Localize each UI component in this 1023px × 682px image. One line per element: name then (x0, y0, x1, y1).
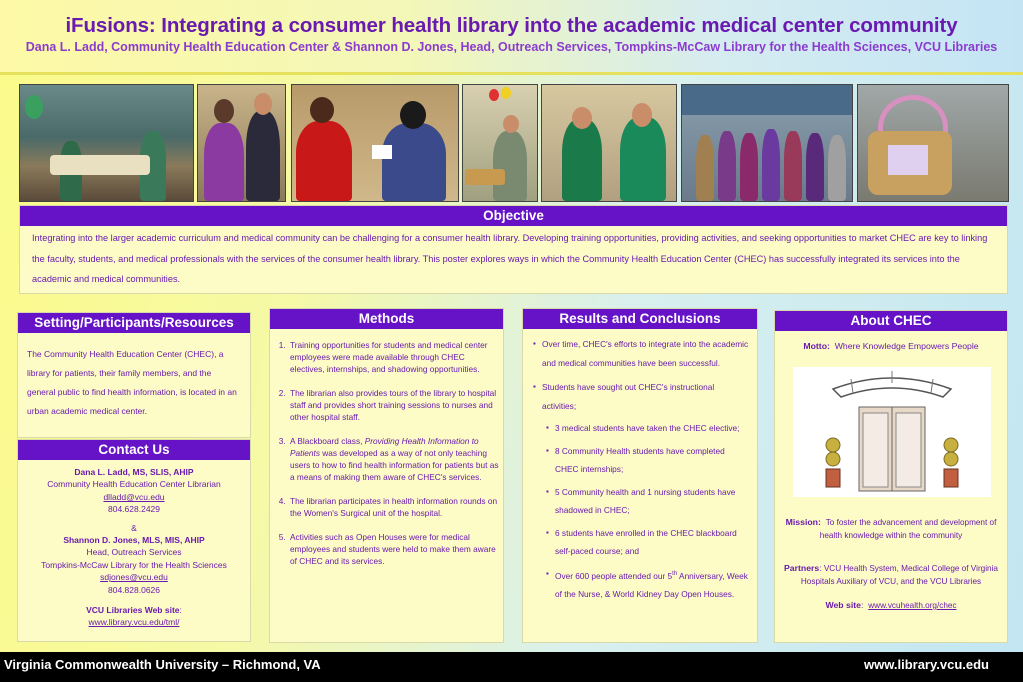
results-subbullet: ▪ 5 Community health and 1 nursing students have shadowed in CHEC; (533, 483, 749, 520)
contact-panel (17, 439, 251, 642)
website-label: Web site (825, 600, 862, 610)
results-subbullet (533, 565, 749, 604)
partners-label: Partners (784, 563, 820, 573)
motto-label: Motto: (803, 341, 830, 351)
contact-title-2a: Head, Outreach Services (86, 547, 182, 558)
contact-email-2[interactable]: sdjones@vcu.edu (100, 572, 168, 583)
chec-entrance-sketch (793, 367, 991, 497)
contact-phone-2: 804.828.0626 (108, 584, 160, 595)
contact-title-1: Community Health Education Center Librarian (47, 479, 221, 490)
poster-title: iFusions: Integrating a consumer health library into the academic medical center community (65, 14, 958, 37)
setting-text: The Community Health Education Center (CHEC), a library for patients, their family members, and the general public to find health information, is located in an urban academic medical center. (27, 349, 237, 416)
footer-url: www.library.vcu.edu (864, 657, 989, 672)
contact-details (18, 460, 250, 629)
photo-open-house-crowd (19, 84, 194, 202)
photo-reading-session (291, 84, 459, 202)
website-colon: : (861, 600, 864, 610)
partners-text: : VCU Health System, Medical College of Virginia Hospitals Auxiliary of VCU, and the VCU Libraries (800, 564, 998, 586)
results-list (523, 335, 757, 603)
results-text: Anniversary, Week of the Nurse, & World Kidney Day Open Houses. (555, 570, 748, 599)
contact-name-2: Shannon D. Jones, MLS, MIS, AHIP (63, 535, 205, 546)
mission-text: To foster the advancement and development of health knowledge within the community (819, 518, 997, 540)
about-panel (774, 310, 1008, 643)
methods-item-text: A Blackboard class, (290, 436, 365, 446)
photo-buffet (462, 84, 538, 202)
results-bullet: ▪ Students have sought out CHEC's instructional activities; (533, 378, 749, 415)
chec-website-link[interactable]: www.vcuhealth.org/chec (868, 601, 957, 610)
photo-group-staff (681, 84, 853, 202)
setting-panel (17, 312, 251, 438)
methods-item (288, 435, 499, 483)
results-panel (522, 308, 758, 643)
objective-panel (19, 205, 1008, 294)
ordinal-suffix: th (672, 570, 678, 577)
poster-authors: Dana L. Ladd, Community Health Education Center & Shannon D. Jones, Head, Outreach Services, Tompkins-McCaw Library for the Health Sciences, VCU Libraries (25, 40, 998, 54)
library-web-link[interactable]: www.library.vcu.edu/tml/ (88, 617, 180, 628)
photo-two-women (197, 84, 286, 202)
mission-line (779, 516, 1003, 542)
methods-item: 5. Activities such as Open Houses were for medical employees and students were held to make them aware of CHEC and its services. (288, 531, 499, 567)
contact-ampersand: & (131, 522, 137, 533)
contact-title-2b: Tompkins-McCaw Library for the Health Sciences (41, 559, 227, 570)
results-text: Over 600 people attended our 5 (555, 570, 673, 581)
mission-label: Mission: (785, 517, 821, 527)
footer-university: Virginia Commonwealth University – Richmond, VA (4, 657, 321, 672)
results-heading: Results and Conclusions (523, 309, 757, 329)
website-line (779, 600, 1003, 610)
results-subbullet: ▪ 3 medical students have taken the CHEC elective; (533, 419, 749, 438)
about-heading: About CHEC (775, 311, 1007, 331)
web-site-label: VCU Libraries Web site (86, 605, 180, 616)
footer-bar (0, 652, 1023, 682)
web-site-colon: : (179, 605, 182, 616)
course-title: Providing Health Information to Patients (290, 436, 479, 458)
contact-name-1: Dana L. Ladd, MS, SLIS, AHIP (74, 467, 194, 477)
contact-phone-1: 804.628.2429 (108, 504, 160, 515)
methods-panel (269, 308, 504, 643)
motto-text: Where Knowledge Empowers People (834, 341, 979, 351)
objective-text: Integrating into the larger academic curriculum and medical community can be challenging for a consumer health library. Developing training opportunities, providing activities, and seeking opportunities to market CHEC are key to linking the faculty, students, and medical professionals with the services of the consumer health library. This poster explores ways in which the Community Health Education Center (CHEC) has successfully integrated its services into the academic and medical communities. (32, 233, 988, 284)
results-subbullet: ▪ 6 students have enrolled in the CHEC blackboard self-paced course; and (533, 524, 749, 561)
methods-list (270, 339, 499, 567)
methods-item: 4. The librarian participates in health information rounds on the Women's Surgical unit of the hospital. (288, 495, 499, 519)
partners-line (779, 562, 1003, 588)
results-bullet: ▪ Over time, CHEC's efforts to integrate into the academic and medical communities have been successful. (533, 335, 749, 372)
photo-gift-basket (857, 84, 1009, 202)
results-subbullet: ▪ 8 Community Health students have completed CHEC internships; (533, 442, 749, 479)
contact-heading: Contact Us (18, 440, 250, 460)
methods-item-text: was developed as a way of not only teaching users to how to find health information for patients but as a means of making them aware of CHEC's services. (290, 448, 499, 482)
motto-line (775, 341, 1007, 351)
photo-nurses (541, 84, 677, 202)
contact-email-1[interactable]: dlladd@vcu.edu (103, 491, 165, 502)
methods-item: 1. Training opportunities for students and medical center employees were made available through CHEC electives, internships, and shadowing opportunities. (288, 339, 499, 375)
methods-item: 2. The librarian also provides tours of the library to hospital staff and provides short training sessions to nurses and other hospital staff. (288, 387, 499, 423)
methods-heading: Methods (270, 309, 503, 329)
poster-header (0, 0, 1023, 75)
setting-heading: Setting/Participants/Resources (18, 313, 250, 333)
objective-heading: Objective (20, 206, 1007, 226)
